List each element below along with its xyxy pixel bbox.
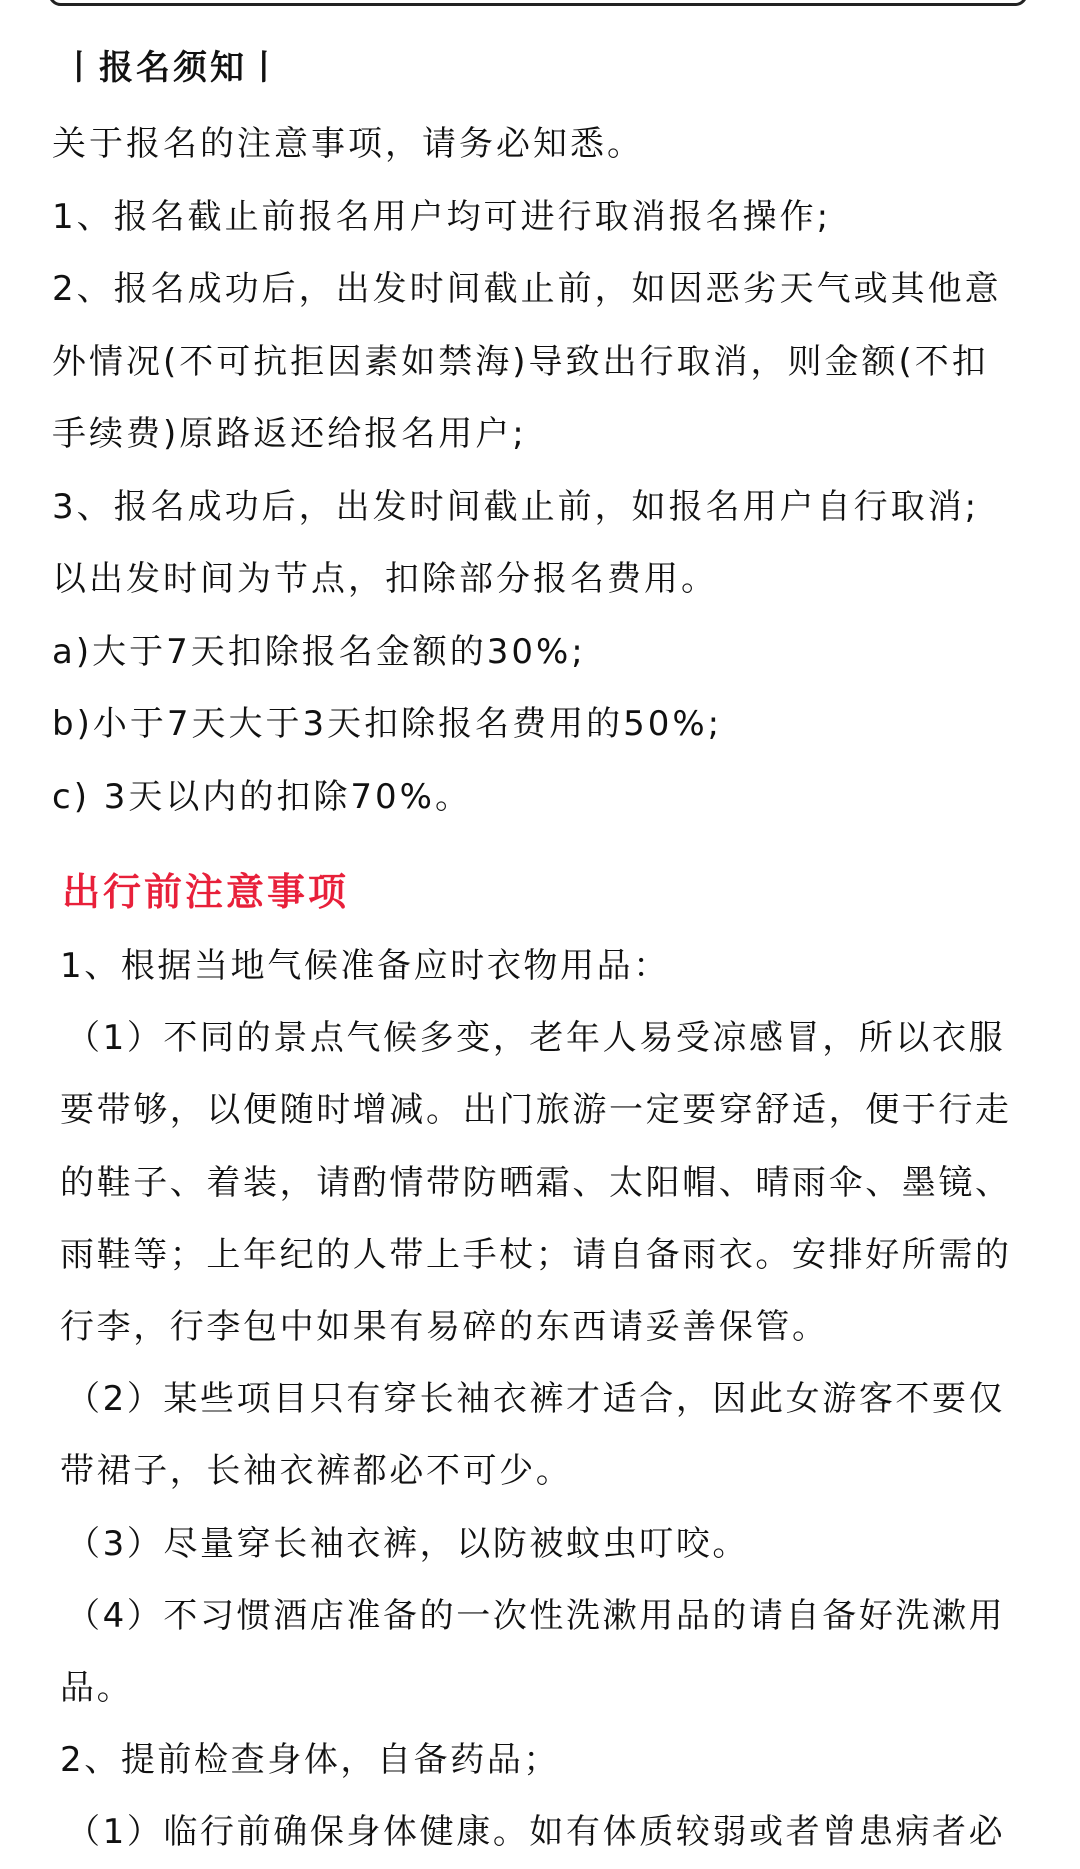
top-frame-border xyxy=(48,0,1028,6)
notice-line: 手续费)原路返还给报名用户; xyxy=(52,414,527,454)
pre-trip-line: （4）不习惯酒店准备的一次性洗漱用品的请自备好洗漱用 xyxy=(66,1595,1006,1636)
pre-trip-line: 品。 xyxy=(60,1668,134,1709)
pre-trip-line: 要带够，以便随时增减。出门旅游一定要穿舒适，便于行走 xyxy=(60,1090,1012,1131)
pre-trip-line: 雨鞋等；上年纪的人带上手杖；请自备雨衣。安排好所需的 xyxy=(60,1234,1012,1275)
notice-line: 2、报名成功后，出发时间截止前，如因恶劣天气或其他意 xyxy=(52,269,1002,309)
registration-notice-body xyxy=(52,108,1042,833)
notice-line: a)大于7天扣除报名金额的30%; xyxy=(52,631,586,672)
notice-line: 以出发时间为节点，扣除部分报名费用。 xyxy=(52,559,718,599)
pre-trip-line: （3）尽量穿长袖衣裤，以防被蚊虫叮咬。 xyxy=(66,1523,750,1564)
pre-trip-line: 2、提前检查身体，自备药品； xyxy=(60,1740,561,1781)
pre-trip-line: 行李，行李包中如果有易碎的东西请妥善保管。 xyxy=(60,1307,829,1348)
pre-trip-line: （2）某些项目只有穿长袖衣裤才适合，因此女游客不要仅 xyxy=(66,1379,1006,1420)
notice-line: 外情况(不可抗拒因素如禁海)导致出行取消，则金额(不扣 xyxy=(52,341,989,382)
pre-trip-line: 的鞋子、着装，请酌情带防晒霜、太阳帽、晴雨伞、墨镜、 xyxy=(60,1162,1012,1203)
pre-trip-line: 1、根据当地气候准备应时衣物用品： xyxy=(60,946,670,986)
registration-notice-heading: 丨报名须知丨 xyxy=(62,48,284,88)
notice-line: 关于报名的注意事项，请务必知悉。 xyxy=(52,124,644,164)
pre-trip-body xyxy=(60,930,1040,1869)
notice-line: 1、报名截止前报名用户均可进行取消报名操作; xyxy=(52,196,832,237)
notice-line: 3、报名成功后，出发时间截止前，如报名用户自行取消; xyxy=(52,486,980,527)
pre-trip-line: （1）不同的景点气候多变，老年人易受凉感冒，所以衣服 xyxy=(66,1018,1006,1059)
pre-trip-line: 带裙子，长袖衣裤都必不可少。 xyxy=(60,1451,573,1492)
pre-trip-line: （1）临行前确保身体健康。如有体质较弱或者曾患病者必 xyxy=(66,1812,1006,1853)
notice-line: c) 3天以内的扣除70%。 xyxy=(52,776,472,817)
pre-trip-heading: 出行前注意事项 xyxy=(62,870,350,914)
notice-line: b)小于7天大于3天扣除报名费用的50%; xyxy=(52,704,723,744)
